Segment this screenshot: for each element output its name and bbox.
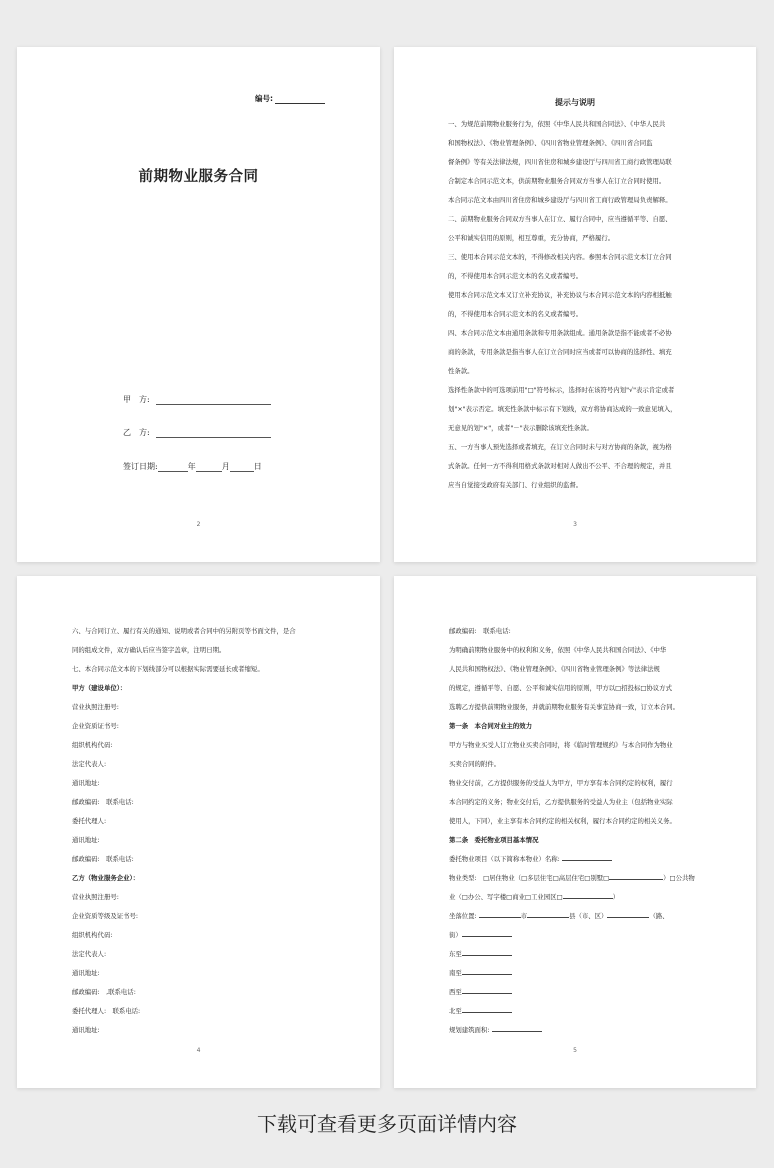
download-caption: 下载可查看更多页面详情内容 bbox=[257, 1112, 517, 1136]
party-a-blank bbox=[156, 395, 271, 405]
west-blank bbox=[462, 986, 512, 994]
text-line: 企业资质等级及证书号: bbox=[72, 912, 139, 920]
text-line: 本合同约定的义务；物业交付后，乙方提供服务的受益人为业主（包括物业实际 bbox=[449, 798, 673, 806]
text-line bbox=[449, 888, 703, 907]
article-2-heading: 第二条 委托物业项目基本情况 bbox=[449, 836, 539, 844]
north-label: 北至 bbox=[449, 1007, 462, 1015]
text-line: 为明确前期物业服务中的权利和义务，依照《中华人民共和国合同法》、《中华 bbox=[449, 646, 667, 654]
text-line: 和国物权法》、《物业管理条例》、《四川省物业管理条例》、《四川省合同监 bbox=[448, 139, 653, 147]
serial-number bbox=[255, 93, 325, 104]
party-a-row bbox=[123, 394, 271, 405]
text-line: 的规定，遵循平等、自愿、公平和诚实信用的原则，甲方以□招投标□协议方式 bbox=[449, 684, 672, 692]
public-property-label: ）□公共物 bbox=[663, 874, 695, 882]
text-line: 公平和诚实信用的原则，相互尊重，充分协商，严格履行。 bbox=[448, 234, 615, 242]
text-line bbox=[449, 869, 703, 888]
county-label: 县（市、区） bbox=[569, 912, 608, 920]
text-line: 选聘乙方提供前期物业服务，并就前期物业服务有关事宜协商一致，订立本合同。 bbox=[449, 703, 680, 711]
year-label: 年 bbox=[187, 462, 196, 471]
text-line: 企业资质证书号: bbox=[72, 722, 119, 730]
text-line bbox=[449, 850, 703, 869]
city-blank bbox=[479, 910, 521, 918]
text-line: 营业执照注册号: bbox=[72, 703, 119, 711]
text-line: 划"×"表示否定。填充性条款中标示有下划线，双方将协商达成的一致意见填入， bbox=[448, 405, 677, 413]
text-line: 使用本合同示范文本又订立补充协议，补充协议与本合同示范文本的内容相抵触 bbox=[448, 291, 672, 299]
text-line: 甲方与物业买受人订立物业买卖合同时，将《临时管理规约》与本合同作为物业 bbox=[449, 741, 673, 749]
area-blank bbox=[492, 1024, 542, 1032]
street-label: 街） bbox=[449, 931, 462, 939]
road-blank bbox=[607, 910, 649, 918]
text-line: 本合同示范文本由四川省住房和城乡建设厅与四川省工商行政管理局负责解释。 bbox=[448, 196, 672, 204]
article-1-heading: 第一条 本合同对业主的效力 bbox=[449, 722, 533, 730]
text-line: 无意见的划"×"，或者"－"表示删除该填充性条款。 bbox=[448, 424, 593, 432]
text-line: 物业交付前，乙方提供服务的受益人为甲方，甲方享有本合同约定的权利，履行 bbox=[449, 779, 673, 787]
notes-body bbox=[448, 115, 702, 495]
day-label: 日 bbox=[253, 462, 262, 471]
text-line: 一、为规范前期物业服务行为，依照《中华人民共和国合同法》、《中华人民共 bbox=[448, 120, 666, 128]
property-type-label: 物业类型: □居住物业（□多层住宅□高层住宅□别墅□ bbox=[449, 874, 610, 882]
day-blank bbox=[230, 462, 254, 472]
text-line: 通讯地址: bbox=[72, 969, 100, 977]
project-name-label: 委托物业项目（以下简称本物业）名称: bbox=[449, 855, 560, 863]
text-line: 邮政编码: 联系电话: bbox=[72, 798, 134, 806]
close-paren: ） bbox=[612, 893, 620, 901]
area-label: 规划建筑面积: bbox=[449, 1026, 490, 1034]
text-line: 同的组成文件，双方确认后应当签字盖章，注明日期。 bbox=[72, 646, 226, 654]
text-line bbox=[449, 1002, 703, 1021]
parties-page bbox=[17, 576, 380, 1088]
party-a-heading: 甲方（建设单位）： bbox=[72, 684, 127, 692]
text-line: 六、与合同订立、履行有关的通知、说明或者合同中的另附页等书面文件，是合 bbox=[72, 627, 296, 635]
party-b-row bbox=[123, 427, 271, 438]
text-line: 的，不得使用本合同示范文本的名义或者编号。 bbox=[448, 272, 583, 280]
south-label: 南至 bbox=[449, 969, 462, 977]
text-line: 选择性条款中的可选项前用"□"符号标示，选择时在该符号内划"√"表示肯定或者 bbox=[448, 386, 675, 394]
text-line: 法定代表人: bbox=[72, 950, 107, 958]
sign-date-row bbox=[123, 461, 262, 472]
commercial-label: 业（□办公、写字楼□商业□工业园区□ bbox=[449, 893, 563, 901]
commercial-other-blank bbox=[563, 891, 613, 899]
text-line: 组织机构代码: bbox=[72, 931, 113, 939]
text-line: 二、前期物业服务合同双方当事人在订立、履行合同中，应当遵循平等、自愿、 bbox=[448, 215, 672, 223]
north-blank bbox=[462, 1005, 512, 1013]
text-line: 性条款。 bbox=[448, 367, 474, 375]
text-line bbox=[449, 926, 703, 945]
text-line: 营业执照注册号: bbox=[72, 893, 119, 901]
text-line bbox=[449, 907, 703, 926]
text-line: 邮政编码: 联系电话: bbox=[72, 855, 134, 863]
text-line: 委托代理人: 联系电话: bbox=[72, 1007, 141, 1015]
page-number: 3 bbox=[573, 521, 577, 528]
street-blank bbox=[462, 929, 512, 937]
text-line: 邮政编码: ,联系电话: bbox=[72, 988, 136, 996]
city-label: 市 bbox=[520, 912, 528, 920]
south-blank bbox=[462, 967, 512, 975]
text-line: 人民共和国物权法》、《物业管理条例》、《四川省物业管理条例》等法律法规 bbox=[449, 665, 660, 673]
text-line bbox=[449, 1021, 703, 1040]
page-number: 4 bbox=[196, 1047, 201, 1054]
text-line: 组织机构代码: bbox=[72, 741, 113, 749]
text-line: 邮政编码: 联系电话: bbox=[449, 627, 511, 635]
text-line: 通讯地址: bbox=[72, 779, 100, 787]
party-b-heading: 乙方（物业服务企业）： bbox=[72, 874, 140, 882]
text-line: 法定代表人: bbox=[72, 760, 107, 768]
month-blank bbox=[196, 462, 222, 472]
text-line: 式条款。任何一方不得利用格式条款对相对人做出不公平、不合理的规定，并且 bbox=[448, 462, 672, 470]
party-b-blank bbox=[156, 428, 271, 438]
text-line: 七、本合同示范文本的下划线部分可以根据实际需要延长或者缩短。 bbox=[72, 665, 264, 673]
serial-blank bbox=[275, 95, 325, 104]
text-line: 通讯地址: bbox=[72, 1026, 100, 1034]
text-line: 的，不得使用本合同示范文本的名义或者编号。 bbox=[448, 310, 583, 318]
east-label: 东至 bbox=[449, 950, 462, 958]
page-number: 2 bbox=[196, 521, 201, 528]
text-line: 三、使用本合同示范文本的，不得修改相关内容。参照本合同示范文本订立合同 bbox=[448, 253, 672, 261]
notes-heading: 提示与说明 bbox=[555, 98, 595, 107]
month-label: 月 bbox=[221, 462, 230, 471]
road-label: （路、 bbox=[649, 912, 669, 920]
cover-page bbox=[17, 47, 380, 562]
east-blank bbox=[462, 948, 512, 956]
notes-page bbox=[394, 47, 756, 562]
text-line: 督条例》等有关法律法规，四川省住房和城乡建设厅与四川省工商行政管理局联 bbox=[448, 158, 672, 166]
year-blank bbox=[158, 462, 188, 472]
text-line: 五、一方当事人预先选择或者填充，在订立合同时未与对方协商的条款，视为格 bbox=[448, 443, 672, 451]
text-line: 应当自觉接受政府有关部门、行业组织的监督。 bbox=[448, 481, 583, 489]
party-b-label: 乙 方: bbox=[123, 428, 150, 437]
text-line bbox=[449, 983, 703, 1002]
text-line bbox=[449, 945, 703, 964]
text-line: 合制定本合同示范文本，供前期物业服务合同双方当事人在订立合同时使用。 bbox=[448, 177, 666, 185]
articles-body bbox=[449, 622, 703, 1040]
text-line: 买卖合同的附件。 bbox=[449, 760, 501, 768]
text-line bbox=[449, 964, 703, 983]
county-blank bbox=[527, 910, 569, 918]
text-line: 通讯地址: bbox=[72, 836, 100, 844]
text-line: 使用人，下同），业主享有本合同约定的相关权利，履行本合同约定的相关义务。 bbox=[449, 817, 676, 825]
articles-page bbox=[394, 576, 756, 1088]
text-line: 商的条款，专用条款是指当事人在订立合同时应当或者可以协商的选择性、填充 bbox=[448, 348, 672, 356]
serial-label: 编号: bbox=[255, 94, 273, 103]
text-line: 委托代理人: bbox=[72, 817, 107, 825]
parties-body bbox=[72, 622, 326, 1040]
location-label: 坐落位置: bbox=[449, 912, 477, 920]
west-label: 西至 bbox=[449, 988, 462, 996]
party-a-label: 甲 方: bbox=[123, 395, 150, 404]
page-number: 5 bbox=[573, 1047, 577, 1054]
contract-title: 前期物业服务合同 bbox=[138, 169, 259, 185]
project-name-blank bbox=[562, 853, 612, 861]
residential-other-blank bbox=[609, 872, 663, 880]
sign-date-label: 签订日期: bbox=[123, 462, 158, 471]
text-line: 四、本合同示范文本由通用条款和专用条款组成。通用条款是指不能或者不必协 bbox=[448, 329, 672, 337]
